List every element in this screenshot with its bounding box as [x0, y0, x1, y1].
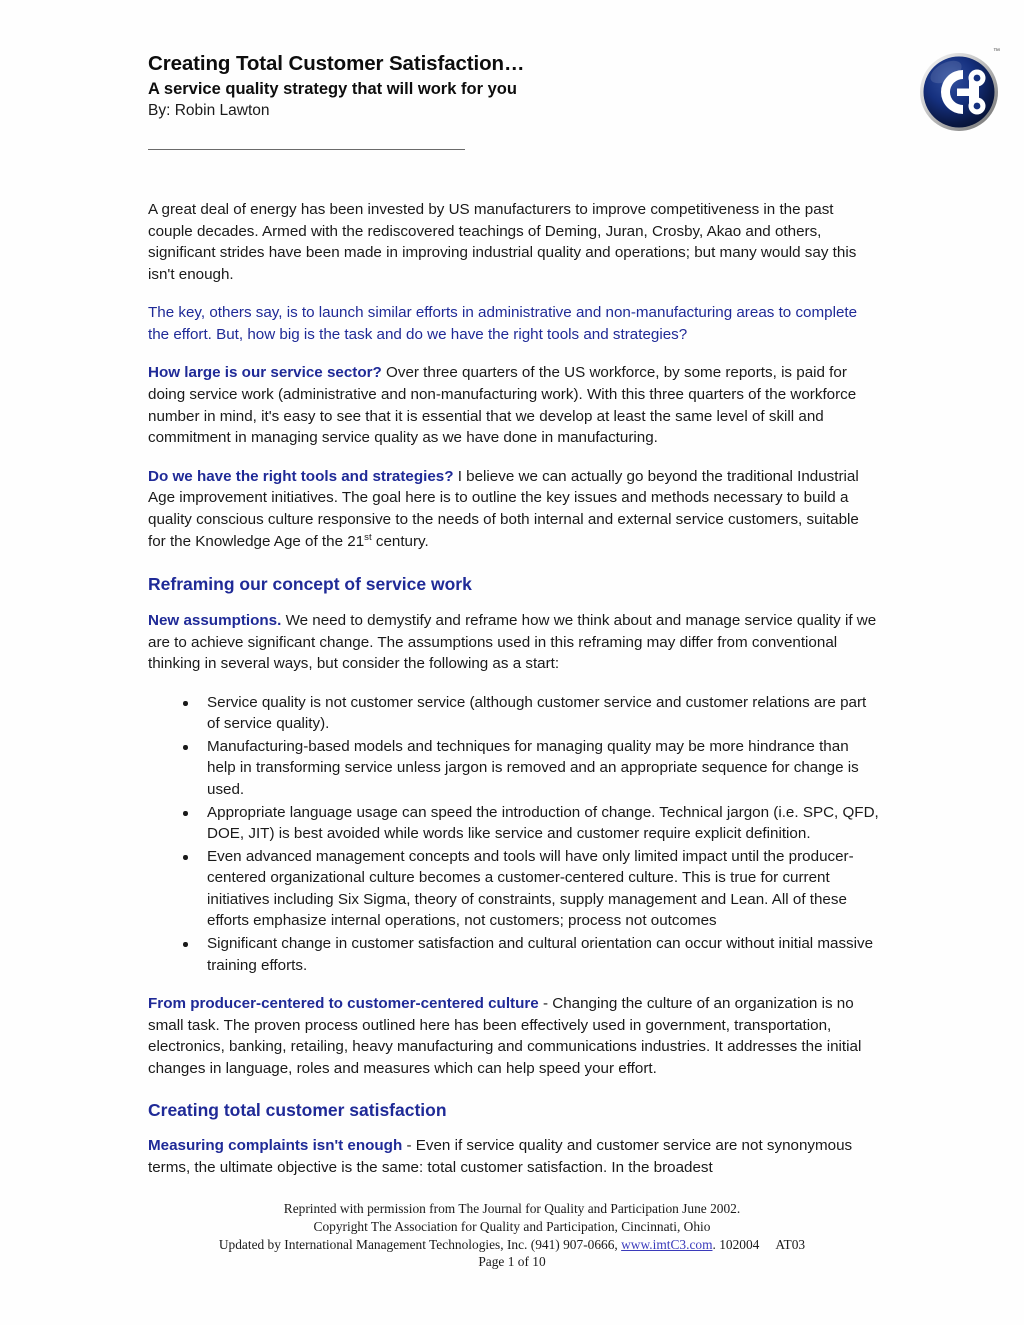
- lead-in-new-assumptions: New assumptions.: [148, 611, 282, 629]
- list-item-label: Even advanced management concepts and tools will have only limited impact until the producer-centered organizational culture becomes a customer-centered culture. This is true for current initiatives including Six Sigma, theory of constraints, supply management and Lean. All of these efforts emphasize internal operations, not customers; process not outcomes: [207, 847, 854, 930]
- section-heading-reframing: Reframing our concept of service work: [148, 574, 472, 595]
- paragraph-tools-strategies-text-a: I believe we can actually go beyond the traditional Industrial Age improvement initiatives. The goal here is to outline the key issues and methods necessary to build a quality conscious culture responsive to the needs of both internal and external service customers, suitable for the Knowledge Age of the 21: [148, 467, 859, 550]
- paragraph-service-sector: [148, 362, 880, 448]
- c3-logo: [913, 45, 1005, 137]
- bullet-icon: [183, 811, 188, 816]
- paragraph-new-assumptions: [148, 610, 880, 675]
- list-item: [148, 846, 880, 932]
- list-item-label: Manufacturing-based models and techniques for managing quality may be more hindrance than help in transforming service unless jargon is removed and an appropriate sequence for change is used.: [207, 737, 859, 799]
- paragraph-culture-change-text: - Changing the culture of an organization is no small task. The proven process outlined here has been effectively used in government, transportation, electronics, banking, retailing, heavy manufacturing and communications industries. It addresses the initial changes in language, roles and measures which can help speed your effort.: [148, 995, 862, 1077]
- footer-ref-code: AT03: [775, 1236, 806, 1252]
- paragraph-tools-strategies: [148, 466, 880, 552]
- paragraph-tools-strategies-text-b: century.: [371, 532, 429, 550]
- paragraph-intro: A great deal of energy has been invested by US manufacturers to improve competitiveness in the past couple decades. Armed with the rediscovered teachings of Deming, Juran, Crosby, Akao and others, significant strides have been made in improving industrial quality and operations; but many would say this isn't enough.: [148, 201, 857, 283]
- list-item: [148, 692, 880, 735]
- trademark-icon: ™: [993, 48, 1000, 55]
- paragraph-measuring-complaints-text: - Even if service quality and customer service are not synonymous terms, the ultimate objective is the same: total customer satisfaction. In the broadest: [148, 1137, 853, 1176]
- footer-doc-code: . 102004: [712, 1236, 760, 1252]
- paragraph-service-sector-text: Over three quarters of the US workforce, by some reports, is paid for doing service work (administrative and non-manufacturing work). With this three quarters of the workforce number in mind, it's easy to see that it is essential that we develop at least the same level of skill and commitment in managing service quality as we have done in manufacturing.: [148, 364, 857, 447]
- list-item: [148, 802, 880, 845]
- header-divider: [148, 149, 465, 150]
- lead-in-culture-change: From producer-centered to customer-centered culture: [148, 995, 539, 1013]
- ordinal-suffix: st: [364, 531, 372, 543]
- lead-in-measuring-complaints: Measuring complaints isn't enough: [148, 1137, 403, 1155]
- list-item: [148, 736, 880, 801]
- list-item-label: Service quality is not customer service (although customer service and customer relations are part of service quality).: [207, 693, 867, 733]
- lead-in-tools-strategies: Do we have the right tools and strategies?: [148, 467, 454, 485]
- paragraph-culture-change: [148, 993, 880, 1079]
- bullet-icon: [183, 942, 188, 947]
- page-footer: [0, 1200, 1024, 1271]
- list-item: [148, 933, 880, 976]
- footer-updated-by: [0, 1236, 1024, 1254]
- page-title: Creating Total Customer Satisfaction…: [148, 52, 525, 75]
- list-item-label: Appropriate language usage can speed the introduction of change. Technical jargon (i.e. SPC, QFD, DOE, JIT) is best avoided while words like service and customer require explicit definition.: [207, 803, 879, 843]
- page-subtitle: A service quality strategy that will work for you: [148, 80, 517, 99]
- assumptions-list: [148, 692, 880, 977]
- footer-copyright: Copyright The Association for Quality and Participation, Cincinnati, Ohio: [313, 1218, 711, 1234]
- footer-reprint-notice: Reprinted with permission from The Journal for Quality and Participation June 2002.: [283, 1201, 741, 1216]
- bullet-icon: [183, 701, 188, 706]
- paragraph-key-question: The key, others say, is to launch similar efforts in administrative and non-manufacturing areas to complete the effort. But, how big is the task and do we have the right tools and strategies?: [148, 304, 858, 343]
- c3-logo-icon: [913, 45, 1005, 137]
- document-body: [148, 199, 880, 1196]
- section-heading-creating-satisfaction: Creating total customer satisfaction: [148, 1099, 447, 1120]
- list-item-label: Significant change in customer satisfaction and cultural orientation can occur without initial massive training efforts.: [207, 935, 874, 974]
- paragraph-new-assumptions-text: We need to demystify and reframe how we think about and manage service quality if we are to achieve significant change. The assumptions used in this reframing may differ from conventional thinking in several ways, but consider the following as a start:: [148, 611, 877, 673]
- document-header: [148, 52, 888, 121]
- bullet-icon: [183, 745, 188, 750]
- footer-updated-by-text: Updated by International Management Technologies, Inc. (941) 907-0666,: [218, 1236, 622, 1252]
- bullet-icon: [183, 855, 188, 860]
- paragraph-measuring-complaints: [148, 1135, 880, 1178]
- author-byline: By: Robin Lawton: [148, 102, 270, 120]
- imtc3-website-link[interactable]: www.imtC3.com: [621, 1236, 713, 1252]
- footer-page-number: Page 1 of 10: [478, 1254, 546, 1270]
- lead-in-service-sector: How large is our service sector?: [148, 364, 382, 382]
